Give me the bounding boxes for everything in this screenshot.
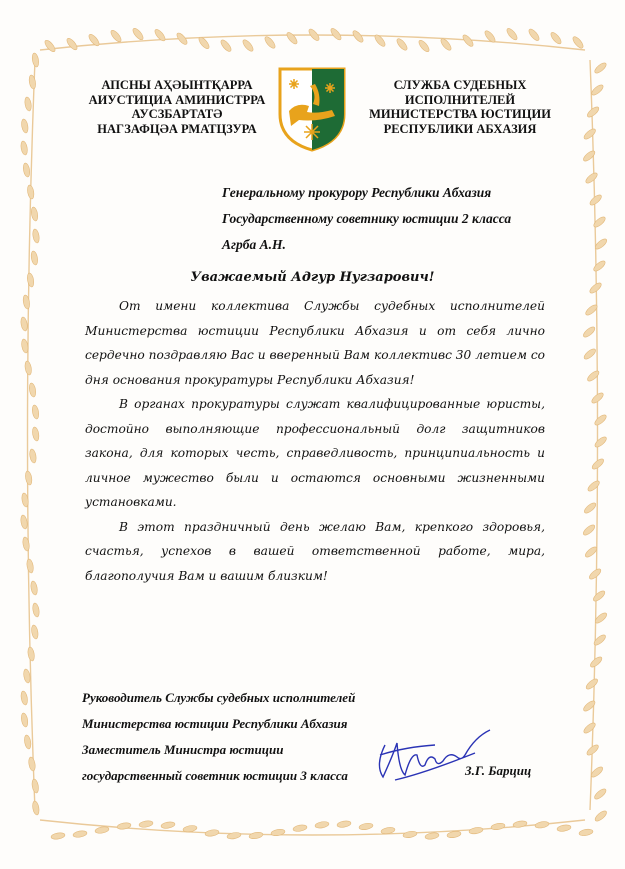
olive-leaf — [24, 471, 32, 486]
olive-leaf — [205, 829, 220, 837]
addressee-line: Генеральному прокурору Республики Абхазия — [222, 185, 492, 200]
olive-leaf — [117, 822, 132, 830]
olive-leaf — [30, 251, 38, 266]
olive-leaf — [583, 501, 598, 515]
olive-leaf — [161, 821, 176, 829]
olive-leaf — [592, 589, 607, 603]
signatory-name: З.Г. Барциц — [465, 763, 532, 778]
olive-leaf — [483, 29, 497, 44]
olive-leaf — [32, 229, 40, 244]
olive-leaf — [329, 27, 343, 42]
olive-leaf — [43, 39, 57, 54]
signatory-line: Руководитель Службы судебных исполнителей — [82, 690, 356, 705]
olive-leaf — [513, 820, 528, 828]
olive-leaf — [315, 821, 330, 829]
olive-leaf — [584, 171, 599, 185]
olive-leaf — [395, 37, 409, 52]
olive-leaf — [583, 347, 598, 361]
header-right-line: СЛУЖБА СУДЕБНЫХ — [393, 78, 527, 92]
olive-leaf — [28, 383, 36, 398]
olive-leaf — [51, 832, 66, 840]
olive-leaf — [592, 633, 607, 647]
olive-leaf — [491, 822, 506, 830]
olive-leaf — [65, 37, 79, 52]
olive-leaf — [20, 515, 28, 530]
signatory-block — [82, 685, 355, 789]
signatory-line: Заместитель Министра юстиции — [82, 742, 284, 757]
olive-leaf — [263, 35, 277, 50]
olive-leaf — [381, 826, 396, 834]
olive-leaf — [351, 29, 365, 44]
olive-leaf — [20, 691, 28, 706]
olive-leaf — [593, 61, 608, 75]
addressee-block — [222, 180, 511, 258]
olive-leaf — [27, 185, 35, 200]
olive-leaf — [579, 828, 594, 836]
olive-leaf — [584, 545, 599, 559]
olive-leaf — [582, 149, 597, 163]
olive-leaf — [584, 303, 599, 317]
olive-leaf — [24, 361, 32, 376]
addressee-line: Государственному советнику юстиции 2 класса — [222, 211, 512, 226]
olive-leaf — [20, 713, 28, 728]
header-right-line: РЕСПУБЛИКИ АБХАЗИЯ — [383, 121, 537, 136]
olive-leaf — [23, 669, 31, 684]
olive-leaf — [24, 97, 32, 112]
olive-leaf — [337, 820, 352, 828]
olive-leaf — [549, 31, 563, 46]
olive-leaf — [585, 677, 600, 691]
body-paragraph: От имени коллектива Службы судебных исполнителей Министерства юстиции Республики Абхазия и от себя лично сердечно поздравляю Вас и вверенный Вам коллективс 30 летием со дня основания прокуратуры Республики Абхазия! — [85, 299, 545, 387]
olive-leaf — [585, 743, 600, 757]
header-left-line: НАГЗАФЦӘА РМАТЦЗУРА — [97, 121, 257, 136]
addressee-line: Агрба А.Н. — [222, 237, 286, 252]
olive-leaf — [30, 207, 38, 222]
olive-leaf — [26, 559, 34, 574]
coat-of-arms-icon — [277, 66, 347, 152]
olive-leaf — [582, 721, 597, 735]
olive-leaf — [593, 435, 608, 449]
signatory-line: Министерства юстиции Республики Абхазия — [82, 716, 348, 731]
olive-leaf — [505, 27, 519, 42]
olive-leaf — [293, 824, 308, 832]
olive-leaf — [582, 699, 597, 713]
header-left-line: АПСНЫ АҲӘЫНТҚАРРА — [101, 78, 253, 92]
olive-leaf — [590, 765, 605, 779]
olive-leaf — [588, 567, 603, 581]
olive-leaf — [22, 295, 30, 310]
olive-leaf — [571, 35, 585, 50]
olive-leaf — [95, 826, 110, 834]
olive-leaf — [591, 457, 606, 471]
olive-leaf — [30, 581, 38, 596]
olive-leaf — [22, 537, 30, 552]
olive-leaf — [28, 75, 36, 90]
header-left-line: АИУСТИЦИА АМИНИСТРРА — [88, 92, 266, 107]
header-left-line: АУСЗБАРТАТӘ — [131, 107, 223, 121]
olive-leaf — [403, 830, 418, 838]
signatory-line: государственный советник юстиции 3 класса — [82, 768, 348, 783]
olive-leaf — [219, 38, 233, 53]
olive-leaf — [28, 757, 36, 772]
olive-leaf — [31, 625, 39, 640]
olive-leaf — [461, 33, 475, 48]
olive-leaf — [592, 215, 607, 229]
olive-leaf — [590, 83, 605, 97]
olive-leaf — [21, 339, 29, 354]
olive-leaf — [588, 193, 603, 207]
olive-leaf — [32, 603, 40, 618]
letter-body — [85, 294, 545, 588]
olive-leaf — [249, 831, 264, 839]
olive-leaf — [139, 820, 154, 828]
olive-leaf — [594, 809, 609, 823]
header-right-line: МИНИСТЕРСТВА ЮСТИЦИИ — [369, 107, 551, 121]
olive-leaf — [29, 449, 37, 464]
olive-leaf — [589, 655, 604, 669]
olive-leaf — [582, 523, 597, 537]
olive-leaf — [197, 36, 211, 51]
olive-leaf — [359, 822, 374, 830]
olive-leaf — [594, 611, 609, 625]
olive-leaf — [439, 37, 453, 52]
olive-leaf — [131, 27, 145, 42]
olive-leaf — [153, 28, 167, 43]
header-right-line: ИСПОЛНИТЕЛЕЙ — [404, 92, 516, 107]
olive-leaf — [586, 369, 601, 383]
olive-leaf — [582, 325, 597, 339]
olive-leaf — [20, 141, 28, 156]
olive-leaf — [32, 427, 40, 442]
greeting: Уважаемый Адгур Нугзарович! — [190, 270, 435, 285]
olive-leaf — [582, 127, 597, 141]
olive-leaf — [87, 33, 101, 48]
olive-leaf — [31, 405, 39, 420]
olive-leaf — [175, 31, 189, 46]
olive-leaf — [590, 391, 605, 405]
olive-leaf — [32, 801, 40, 816]
olive-leaf — [594, 237, 609, 251]
body-paragraph: В этот праздничный день желаю Вам, крепкого здоровья, счастья, успехов в вашей ответственной работе, мира, благополучия Вам и вашим близким! — [85, 519, 545, 583]
olive-leaf — [425, 832, 440, 840]
olive-leaf — [31, 53, 39, 68]
olive-leaf — [183, 825, 198, 833]
olive-leaf — [527, 28, 541, 43]
olive-leaf — [307, 28, 321, 43]
olive-leaf — [22, 163, 30, 178]
olive-leaf — [373, 33, 387, 48]
olive-leaf — [241, 38, 255, 53]
olive-leaf — [535, 821, 550, 829]
header-abkhaz-title — [72, 78, 282, 136]
olive-leaf — [593, 413, 608, 427]
olive-leaf — [586, 105, 601, 119]
header-service-title — [360, 78, 560, 136]
olive-leaf — [21, 119, 29, 134]
olive-leaf — [73, 830, 88, 838]
olive-leaf — [23, 735, 31, 750]
body-paragraph: В органах прокуратуры служат квалифицированные юристы, достойно выполняющие профессиональный долг защитников закона, для которых честь, справедливость, принципиальность и личное мужество были и остаются основными жизненными установками. — [85, 397, 545, 509]
olive-leaf — [586, 479, 601, 493]
olive-leaf — [271, 828, 286, 836]
olive-leaf — [31, 779, 39, 794]
olive-leaf — [285, 31, 299, 46]
olive-leaf — [109, 29, 123, 44]
olive-leaf — [557, 824, 572, 832]
olive-leaf — [417, 39, 431, 54]
olive-leaf — [227, 832, 242, 840]
olive-leaf — [21, 493, 29, 508]
olive-leaf — [593, 787, 608, 801]
olive-leaf — [20, 317, 28, 332]
olive-leaf — [27, 647, 35, 662]
olive-leaf — [469, 826, 484, 834]
olive-leaf — [447, 830, 462, 838]
